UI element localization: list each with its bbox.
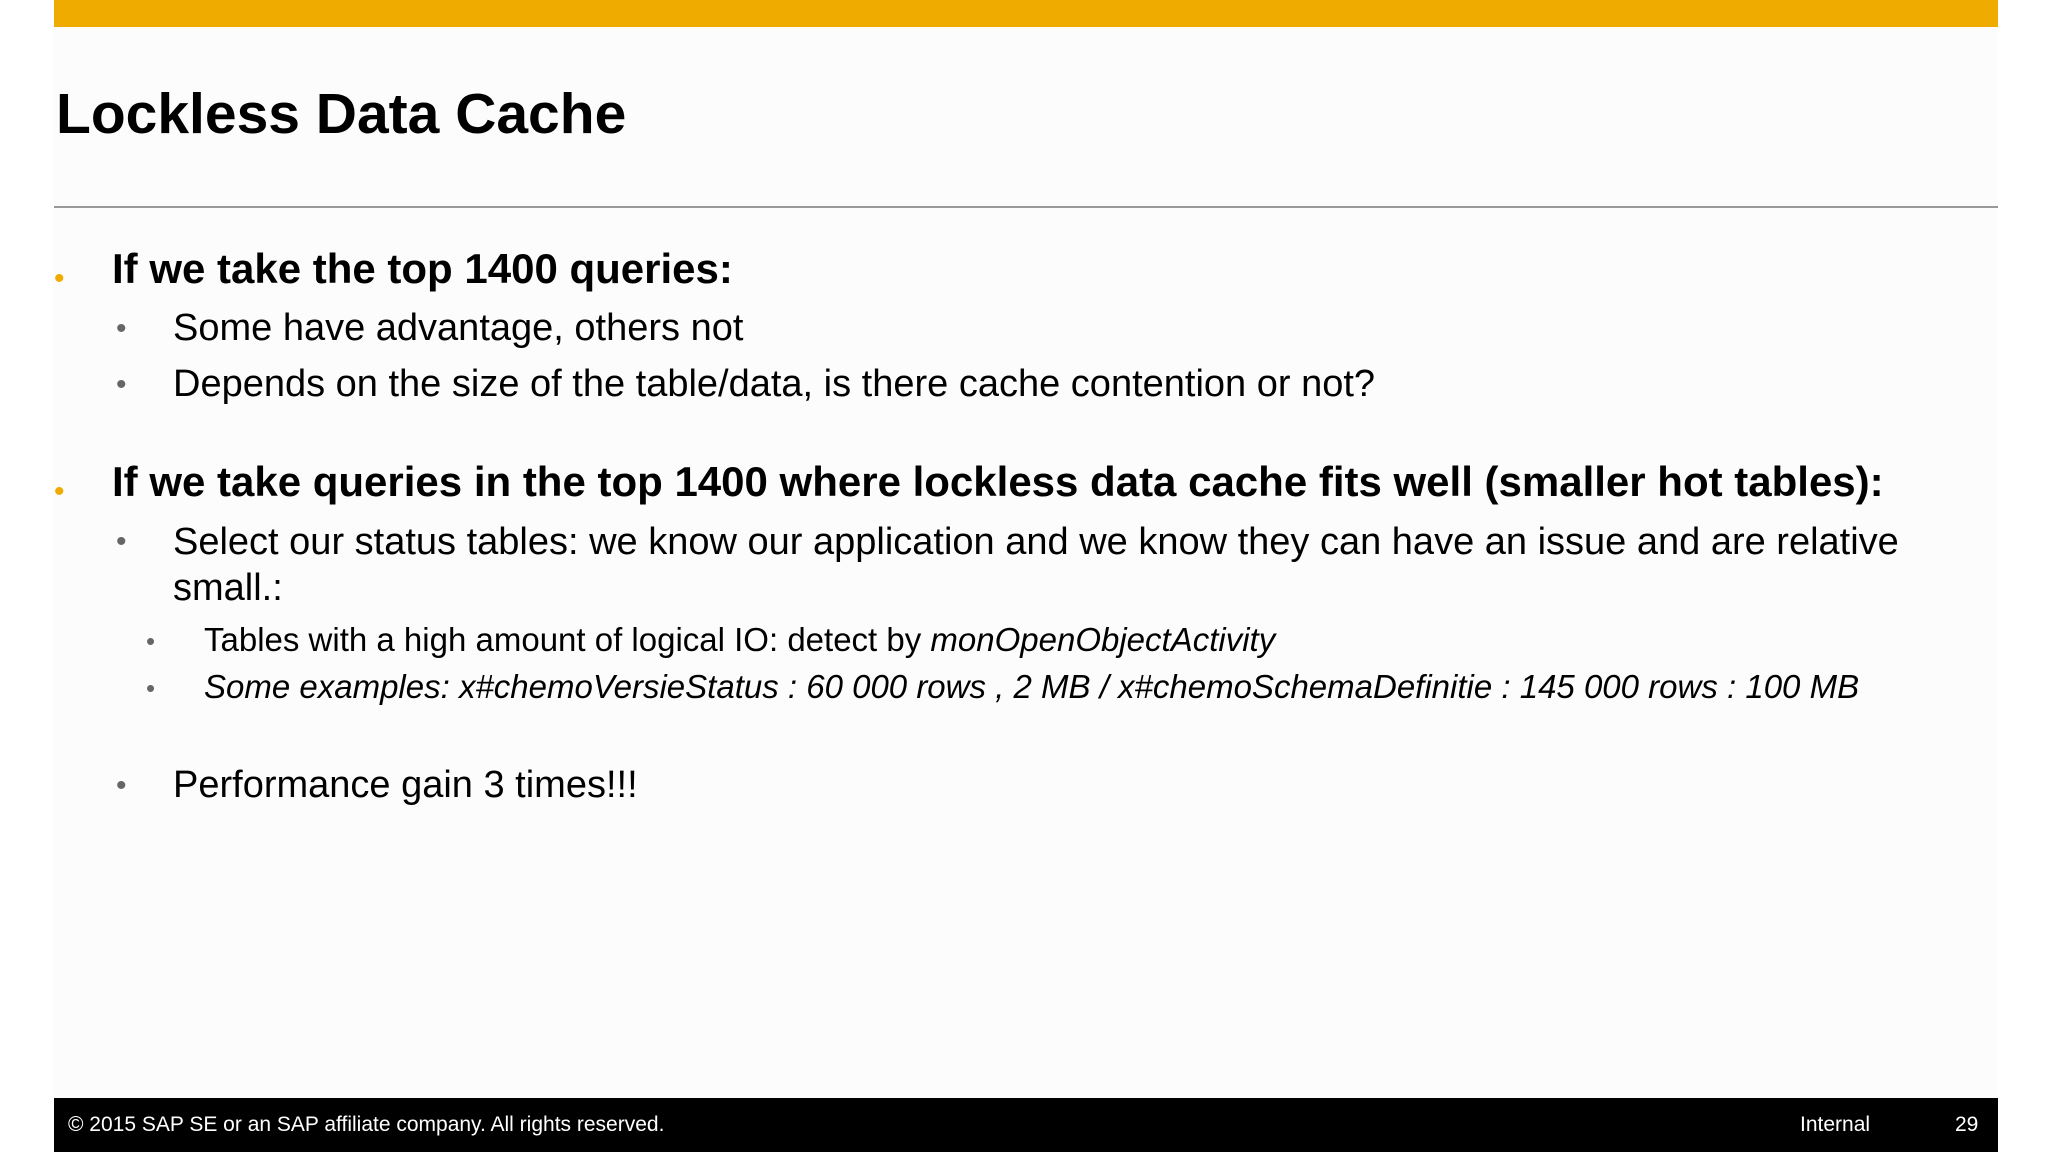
page-number: 29 [1955, 1113, 1979, 1136]
accent-bar [54, 0, 1998, 27]
sub-sub-bullet-dot-icon: • [146, 626, 156, 656]
sub-bullet-text: Depends on the size of the table/data, is there cache contention or not? [173, 363, 1376, 405]
sub-bullet-text: Select our status tables: we know our application and we know they can have an issue and are relative small.: [173, 521, 1899, 610]
sub-sub-bullet-italic-text: monOpenObjectActivity [930, 621, 1276, 658]
title-divider [54, 206, 1998, 208]
sub-bullet-dot-icon: • [116, 312, 127, 345]
classification-label: Internal [1800, 1113, 1871, 1136]
bullet-dot-icon: • [54, 475, 65, 508]
sub-bullet-dot-icon: • [116, 368, 127, 401]
sub-sub-bullet-dot-icon: • [146, 673, 156, 703]
footer-bar [54, 1098, 1998, 1152]
bullet-dot-icon: • [54, 262, 65, 295]
sub-bullet-dot-icon: • [116, 769, 127, 802]
sub-bullet-text: Performance gain 3 times!!! [173, 764, 638, 806]
slide [54, 0, 1998, 1152]
sub-sub-bullet-text: Some examples: x#chemoVersieStatus : 60 000 rows , 2 MB / x#chemoSchemaDefinitie : 145 000 rows : 100 MB [204, 668, 1860, 705]
sub-sub-bullet-text [204, 620, 1275, 660]
sub-bullet-text: Some have advantage, others not [173, 307, 744, 349]
sub-bullet-dot-icon: • [116, 525, 127, 558]
sub-sub-bullet-plain-text: Tables with a high amount of logical IO: detect by [204, 621, 931, 658]
bullet-text: If we take queries in the top 1400 where lockless data cache fits well (smaller hot tables): [112, 458, 1884, 505]
copyright-text: © 2015 SAP SE or an SAP affiliate company. All rights reserved. [68, 1113, 665, 1136]
slide-title: Lockless Data Cache [56, 82, 627, 146]
bullet-text: If we take the top 1400 queries: [112, 245, 733, 292]
